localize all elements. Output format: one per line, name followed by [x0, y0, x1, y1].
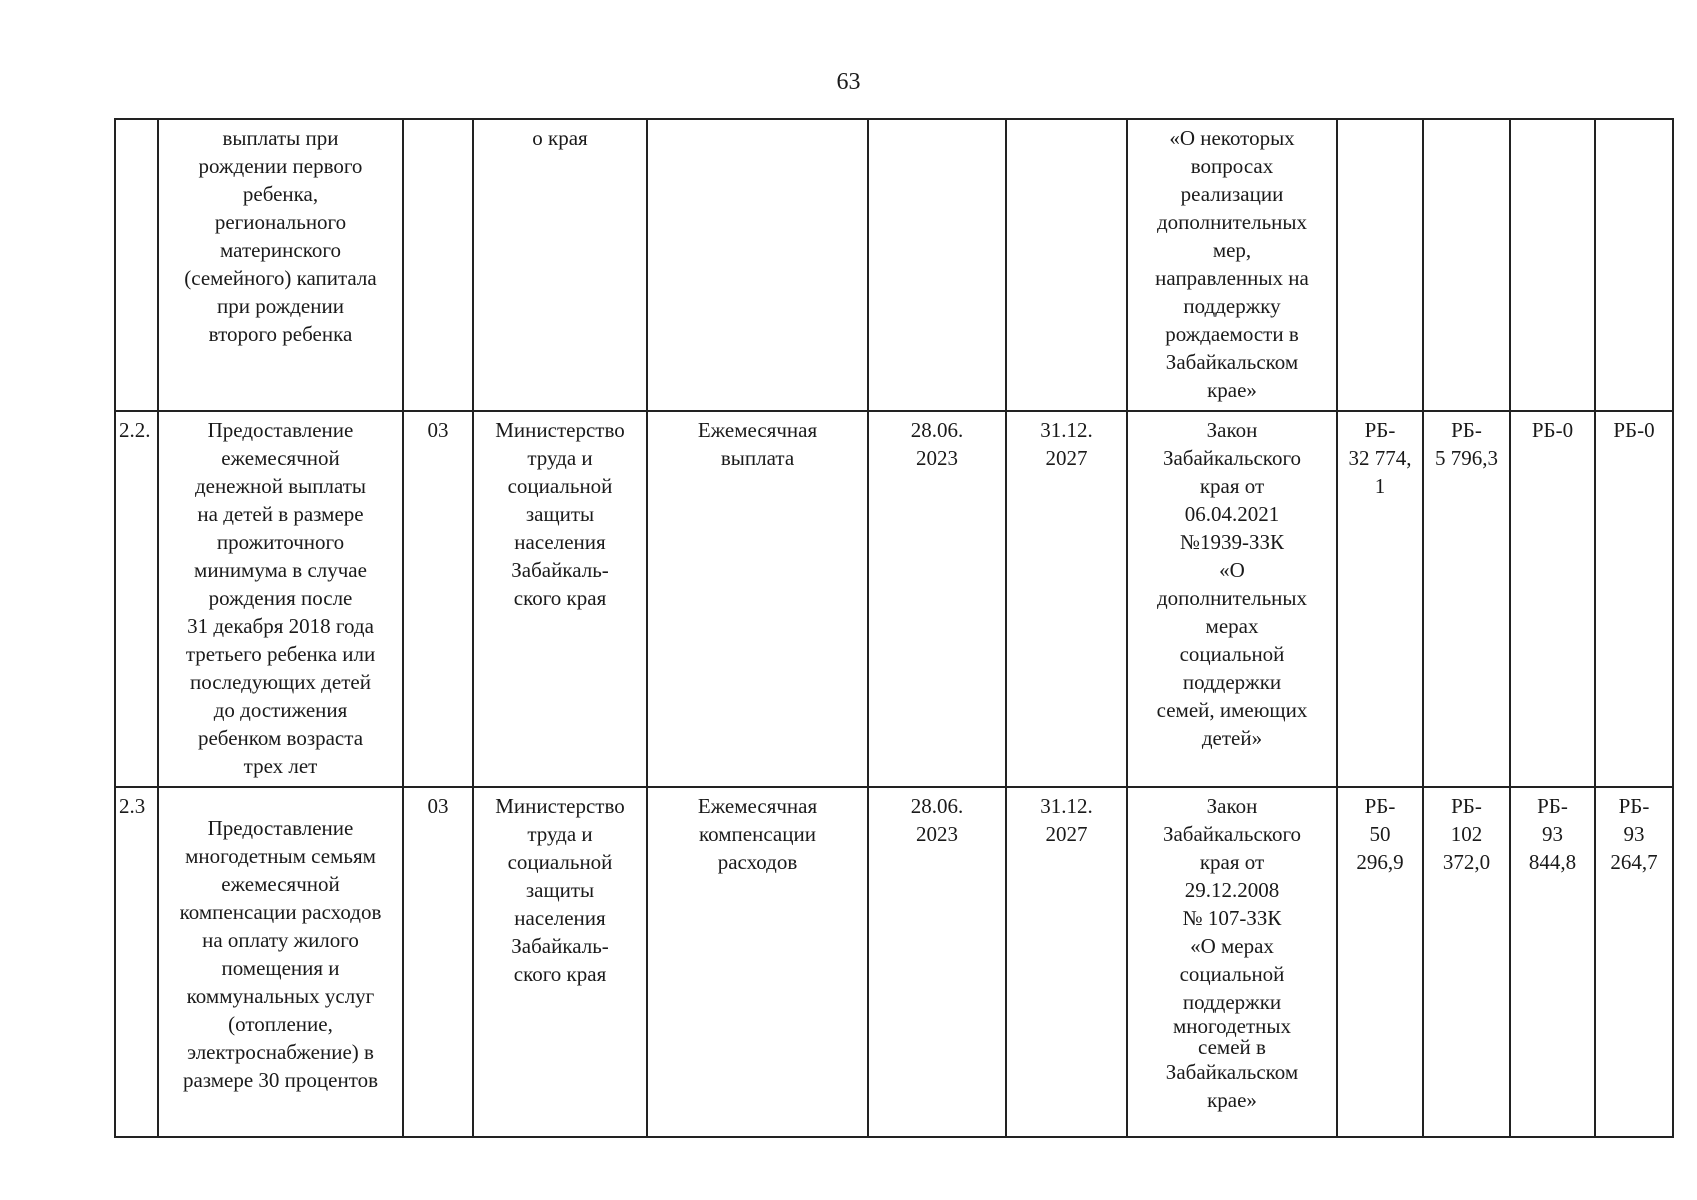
- row-number: 2.2.: [115, 411, 158, 787]
- table-row: [115, 411, 1673, 787]
- code-cell: 03: [403, 787, 473, 1137]
- funding-cell-4: РБ-0: [1595, 411, 1673, 787]
- table-row: [115, 119, 1673, 411]
- end-date-cell: 31.12. 2027: [1006, 787, 1127, 1137]
- funding-cell-1: [1337, 119, 1423, 411]
- form-cell: Ежемесячная компенсации расходов: [647, 787, 868, 1137]
- row-number: 2.3: [115, 787, 158, 1137]
- executor-cell: Министерство труда и социальной защиты населения Забайкаль- ского края: [473, 787, 647, 1137]
- funding-cell-2: РБ- 5 796,3: [1423, 411, 1510, 787]
- measure-name: Предоставление многодетным семьям ежемесячной компенсации расходов на оплату жилого помещения и коммунальных услуг (отопление, электроснабжение) в размере 30 процентов: [158, 787, 403, 1137]
- legal-basis-cell: «О некоторых вопросах реализации дополнительных мер, направленных на поддержку рождаемости в Забайкальском крае»: [1127, 119, 1337, 411]
- funding-cell-4: РБ- 93 264,7: [1595, 787, 1673, 1137]
- start-date-cell: 28.06. 2023: [868, 411, 1006, 787]
- funding-cell-3: РБ-0: [1510, 411, 1595, 787]
- code-cell: [403, 119, 473, 411]
- funding-cell-4: [1595, 119, 1673, 411]
- table-row: [115, 787, 1673, 1137]
- start-date-cell: 28.06. 2023: [868, 787, 1006, 1137]
- form-cell: [647, 119, 868, 411]
- row-number: [115, 119, 158, 411]
- executor-cell: о края: [473, 119, 647, 411]
- form-cell: Ежемесячная выплата: [647, 411, 868, 787]
- measure-name: Предоставление ежемесячной денежной выплаты на детей в размере прожиточного минимума в случае рождения после 31 декабря 2018 года третьего ребенка или последующих детей до достижения ребенком возраста трех лет: [158, 411, 403, 787]
- funding-cell-2: [1423, 119, 1510, 411]
- measure-name: выплаты при рождении первого ребенка, регионального материнского (семейного) капитала при рождении второго ребенка: [158, 119, 403, 411]
- funding-cell-2: РБ- 102 372,0: [1423, 787, 1510, 1137]
- funding-cell-3: [1510, 119, 1595, 411]
- funding-cell-1: РБ- 50 296,9: [1337, 787, 1423, 1137]
- code-cell: 03: [403, 411, 473, 787]
- page-number: 63: [836, 69, 861, 95]
- executor-cell: Министерство труда и социальной защиты населения Забайкаль- ского края: [473, 411, 647, 787]
- legal-basis-cell: Закон Забайкальского края от 06.04.2021 №1939-ЗЗК «О дополнительных мерах социальной поддержки семей, имеющих детей»: [1127, 411, 1337, 787]
- start-date-cell: [868, 119, 1006, 411]
- end-date-cell: 31.12. 2027: [1006, 411, 1127, 787]
- document-table: [114, 118, 1674, 1138]
- funding-cell-1: РБ- 32 774, 1: [1337, 411, 1423, 787]
- end-date-cell: [1006, 119, 1127, 411]
- funding-cell-3: РБ- 93 844,8: [1510, 787, 1595, 1137]
- legal-basis-cell: Закон Забайкальского края от 29.12.2008 № 107-ЗЗК «О мерах социальной поддержки многодетных семей в Забайкальском крае»: [1127, 787, 1337, 1137]
